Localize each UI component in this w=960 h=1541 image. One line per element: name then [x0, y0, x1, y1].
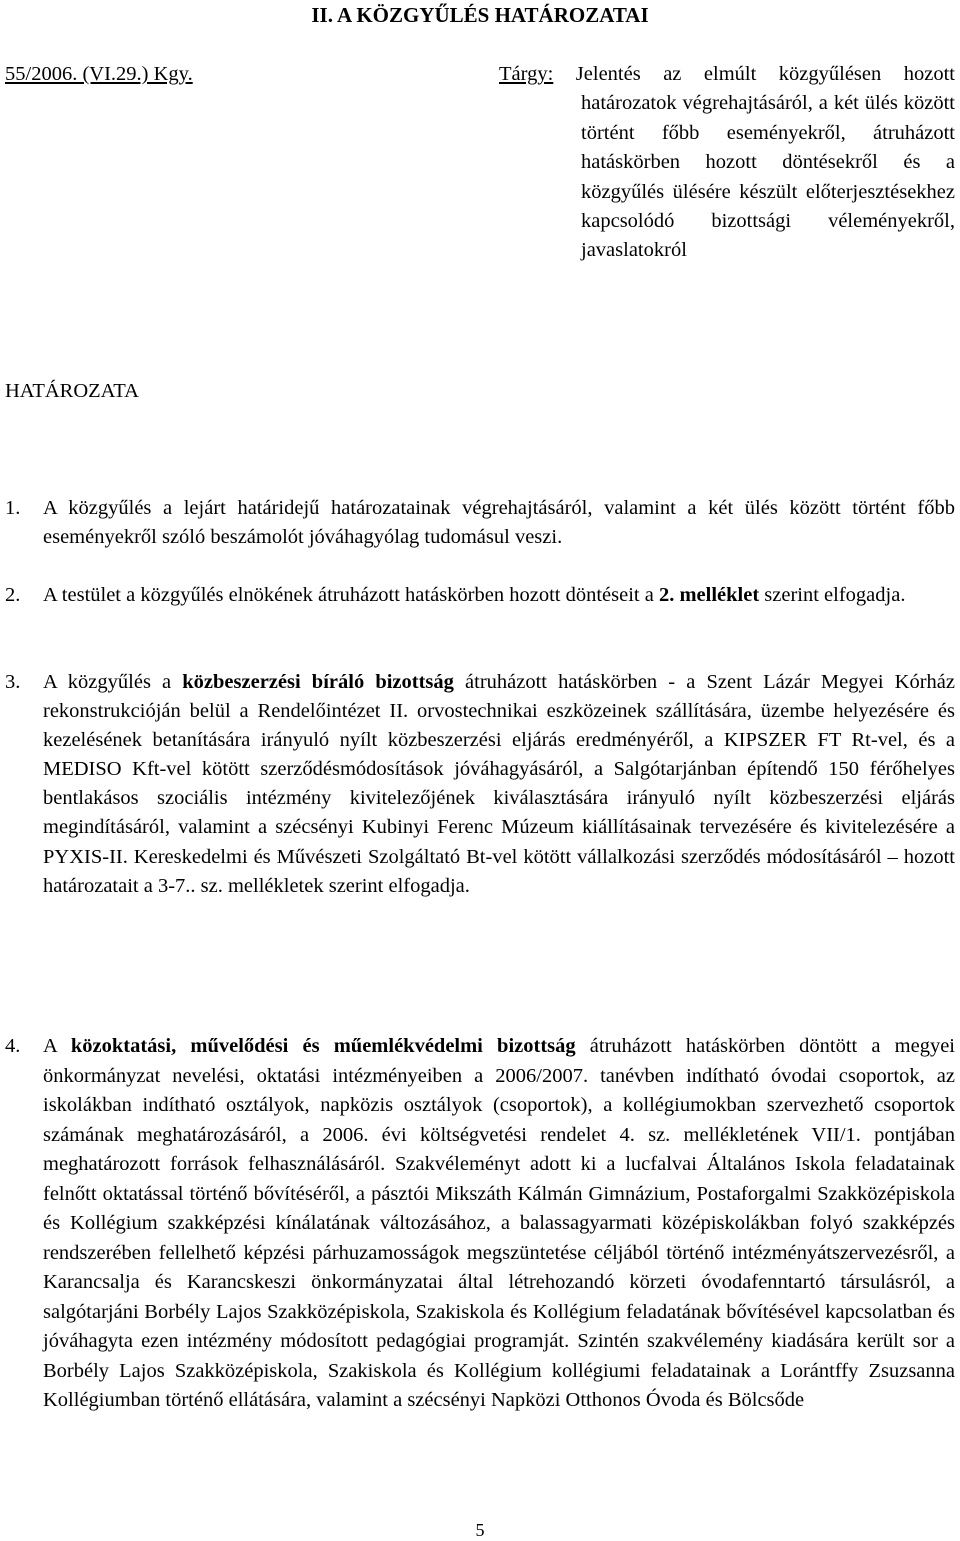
item-text-part: átruházott hatáskörben - a Szent Lázár Megyei Kórház rekonstrukcióján belül a Rendelőintézet II. orvostechnikai eszközeinek szállítására, üzembe helyezésére és kezelésének betanítására irányuló nyílt közbeszerzési eljárás eredményéről, a KIPSZER FT Rt-vel, és a MEDISO Kft-vel kötött szerződésmódosítások jóváhagyásáról, a Salgótarjánban építendő 150 férőhelyes bentlakásos szociális intézmény kivitelezőjének kiválasztására irányuló nyílt közbeszerzési eljárás megindításáról, valamint a szécsényi Kubinyi Ferenc Múzeum kiállításainak tervezésére és kivitelezésére a PYXIS-II. Kereskedelmi és Művészeti Szolgáltató Bt-vel kötött vállalkozási szerződés módosításáról – hozott határozatait a 3-7.. sz. mellékletek szerint elfogadja.	[43, 671, 955, 897]
resolution-item-3	[5, 668, 955, 1032]
item-number: 3.	[5, 671, 21, 693]
subject-text: Jelentés az elmúlt közgyűlésen hozott határozatok végrehajtásáról, a két ülés között történt főbb eseményekről, átruházott hatáskörben hozott döntésekről és a közgyűlés ülésére készült előterjesztésekhez kapcsolódó bizottsági véleményekről, javaslatokról	[575, 63, 956, 262]
item-text-part: A közgyűlés a	[43, 671, 183, 693]
item-text-part: A testület a közgyűlés elnökének átruházott hatáskörben hozott döntéseit a	[43, 584, 659, 606]
resolution-title: HATÁROZATA	[5, 380, 139, 402]
resolution-item-1	[5, 494, 955, 581]
item-text-bold: közbeszerzési bíráló bizottság	[182, 671, 454, 693]
resolution-items	[5, 494, 955, 1416]
resolution-number: 55/2006. (VI.29.) Kgy.	[5, 63, 193, 85]
page-number: 5	[475, 1520, 485, 1540]
item-text-bold: közoktatási, művelődési és műemlékvédelmi bizottság	[70, 1035, 576, 1057]
item-text	[43, 668, 955, 901]
item-text-part: szerint elfogadja.	[759, 584, 906, 606]
item-text: A közgyűlés a lejárt határidejű határozatainak végrehajtásáról, valamint a két ülés között történt főbb eseményekről szóló beszámolót jóváhagyólag tudomásul veszi.	[43, 497, 955, 548]
item-text	[43, 1032, 955, 1416]
resolution-item-4	[5, 1032, 955, 1416]
item-number: 1.	[5, 497, 21, 519]
section-heading: II. A KÖZGYŰLÉS HATÁROZATAI	[311, 3, 649, 27]
subject-block	[499, 60, 956, 266]
item-text-part: A	[43, 1035, 71, 1057]
item-number: 2.	[5, 584, 21, 606]
subject-label: Tárgy:	[499, 63, 554, 85]
item-text-part: átruházott hatáskörben döntött a megyei önkormányzat nevelési, oktatási intézményeiben a 2006/2007. tanévben indítható óvodai csoportok, az iskolákban indítható osztályok, napközis osztályok (csoportok), a kollégiumokban szervezhető csoportok számának meghatározásáról, a 2006. évi költségvetési rendelet 4. sz. mellékletének VII/1. pontjában meghatározott források felhasználásáról. Szakvéleményt adott ki a lucfalvai Általános Iskola feladatainak felnőtt oktatással történő bővítéséről, a pásztói Mikszáth Kálmán Gimnázium, Postaforgalmi Szakközépiskola és Kollégium szakképzési kínálatának változásához, a balassagyarmati középiskolákban folyó szakképzés rendszerében fellelhető képzési párhuzamosságok megszüntetése céljából történő intézményátszervezésről, a Karancsalja és Karancskeszi önkormányzatai által létrehozandó körzeti óvodafenntartó társulásról, a salgótarjáni Borbély Lajos Szakközépiskola, Szakiskola és Kollégium feladatának bővítésével kapcsolatban és jóváhagyta ezen intézmény módosított pedagógiai programját. Szintén szakvélemény kiadására került sor a Borbély Lajos Szakközépiskola, Szakiskola és Kollégium kollégiumi feladatainak a Lorántffy Zsuzsanna Kollégiumban történő ellátására, valamint a szécsényi Napközi Otthonos Óvoda és Bölcsőde	[43, 1035, 955, 1411]
item-text-bold: 2. melléklet	[658, 584, 760, 606]
resolution-item-2	[5, 581, 955, 668]
item-text	[43, 581, 955, 610]
item-number: 4.	[5, 1035, 21, 1057]
